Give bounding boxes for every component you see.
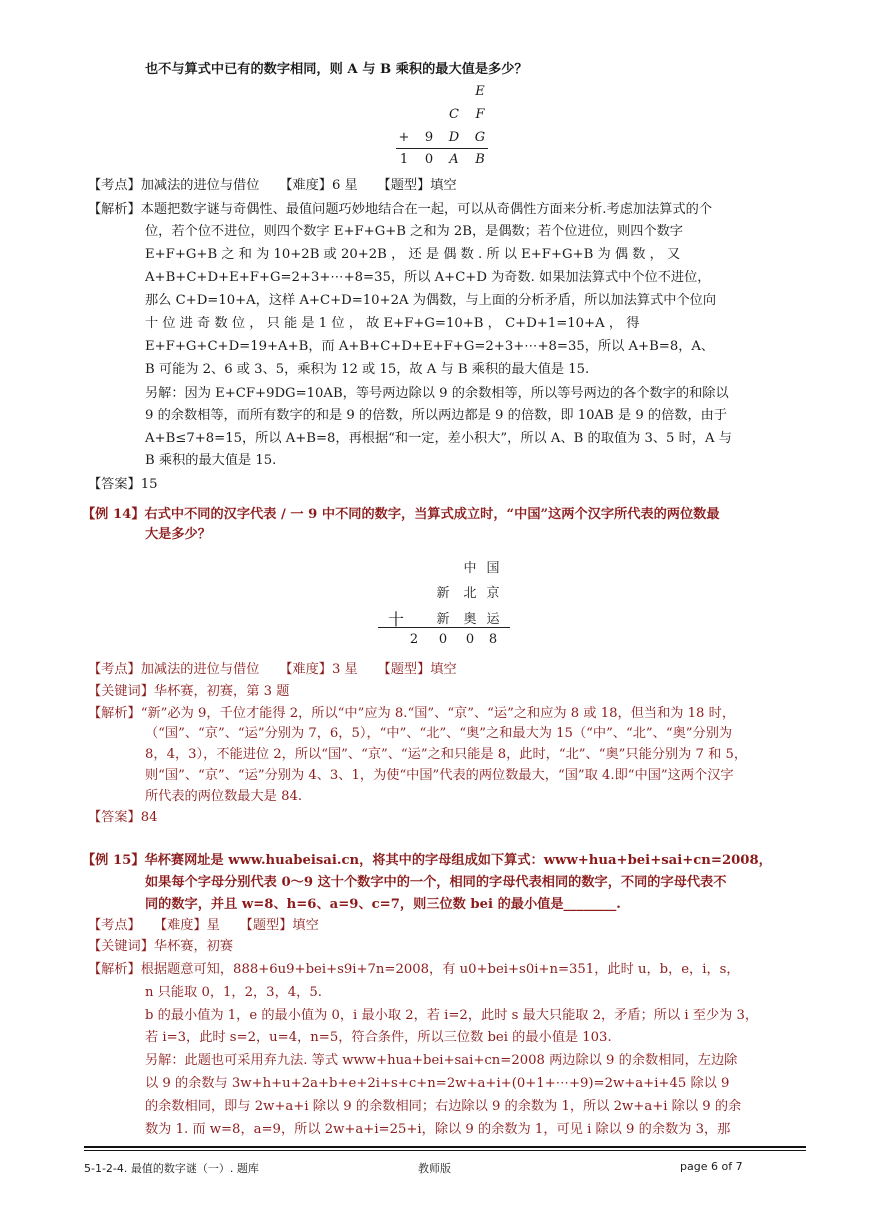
example-15-title-cont: 如果每个字母分别代表 0～9 这十个数字中的一个，相同的字母代表相同的数字，不同的字母代表不 — [145, 875, 727, 890]
kaodian-line: 【考点】加减法的进位与借位 【难度】3 星 【题型】填空 — [88, 662, 457, 677]
puzzle1-digit: G — [474, 130, 486, 145]
alt-solution-line: 以 9 的余数与 3w+h+u+2a+b+e+2i+s+c+n=2w+a+i+(0+1+⋯+9)=2w+a+i+45 除以 9 — [145, 1076, 730, 1091]
puzzle1-digit: 9 — [424, 130, 434, 145]
puzzle2-plus: 十 — [387, 610, 404, 629]
alt-solution-line: B 乘积的最大值是 15. — [145, 453, 277, 468]
puzzle2-char: 运 — [486, 612, 500, 627]
jiexi-line: 则“国”、“京”、“运”分别为 4、3、1，为使“中国”代表的两位数最大，“国”取 4.即“中国”这两个汉字 — [145, 768, 734, 783]
puzzle2-char: 北 — [463, 586, 477, 601]
puzzle2-digit: 2 — [409, 632, 419, 647]
alt-solution-line: 另解：因为 E+CF+9DG=10AB，等号两边除以 9 的余数相等，所以等号两边的各个数字的和除以 — [145, 386, 729, 401]
footer-edition: 教师版 — [418, 1162, 451, 1175]
puzzle2-digit: 0 — [465, 632, 475, 647]
alt-solution-line: 9 的余数相等，而所有数字的和是 9 的倍数，所以两边都是 9 的倍数，即 10AB 是 9 的倍数，由于 — [145, 408, 728, 423]
jiexi-line: A+B+C+D+E+F+G=2+3+⋯+8=35，所以 A+C+D 为奇数. 如果加法算式中个位不进位， — [145, 270, 711, 285]
jiexi-line: E+F+G+B 之 和 为 10+2B 或 20+2B ， 还 是 偶 数 . 所 以 E+F+G+B 为 偶 数 ， 又 — [145, 247, 681, 262]
puzzle1-plus: + — [398, 130, 410, 145]
puzzle2-digit: 8 — [488, 632, 498, 647]
puzzle1-digit: 1 — [399, 152, 409, 167]
answer-line: 【答案】84 — [88, 810, 158, 825]
keywords-line: 【关键词】华杯赛，初赛，第 3 题 — [88, 684, 290, 699]
puzzle1-digit: A — [449, 152, 459, 167]
kaodian-line: 【考点】加减法的进位与借位 【难度】6 星 【题型】填空 — [88, 178, 457, 193]
example-15-title: 【例 15】华杯赛网址是 www.huabeisai.cn，将其中的字母组成如下算式：www+hua+bei+sai+cn=2008， — [82, 853, 772, 868]
puzzle2-digit: 0 — [438, 632, 448, 647]
example-15-title-cont: 同的数字，并且 w=8、h=6、a=9、c=7，则三位数 bei 的最小值是________. — [145, 897, 621, 912]
puzzle2-char: 中 — [463, 561, 477, 576]
puzzle2-char: 新 — [436, 612, 450, 627]
footer-rule — [84, 1146, 806, 1148]
jiexi-line: 若 i=3，此时 s=2，u=4，n=5，符合条件，所以三位数 bei 的最小值是 103. — [145, 1030, 612, 1045]
puzzle2-char: 新 — [436, 586, 450, 601]
jiexi-line: 【解析】本题把数字谜与奇偶性、最值问题巧妙地结合在一起，可以从奇偶性方面来分析.考虑加法算式的个 — [88, 202, 713, 217]
keywords-line: 【关键词】华杯赛，初赛 — [88, 939, 234, 954]
jiexi-line: 【解析】根据题意可知，888+6u9+bei+s9i+7n=2008，有 u0+bei+s0i+n=351，此时 u，b，e，i，s， — [88, 962, 740, 977]
puzzle1-digit: D — [448, 130, 460, 145]
example-14-title-cont: 大是多少？ — [145, 527, 211, 542]
alt-solution-line: 另解：此题也可采用弃九法. 等式 www+hua+bei+sai+cn=2008 两边除以 9 的余数相同，左边除 — [145, 1053, 738, 1068]
jiexi-line: B 可能为 2、6 或 3、5，乘积为 12 或 15，故 A 与 B 乘积的最大值是 15. — [145, 362, 590, 377]
jiexi-line: 十 位 进 奇 数 位 ， 只 能 是 1 位 ， 故 E+F+G=10+B ， C+D+1=10+A ， 得 — [145, 316, 640, 331]
intro-question: 也不与算式中已有的数字相同，则 A 与 B 乘积的最大值是多少？ — [145, 62, 528, 77]
kaodian-line: 【考点】 【难度】星 【题型】填空 — [88, 918, 319, 933]
jiexi-line: 位，若个位不进位，则四个数字 E+F+G+B 之和为 2B，是偶数；若个位进位，则四个数字 — [145, 224, 683, 239]
example-14-title: 【例 14】右式中不同的汉字代表 / 一 9 中不同的数字，当算式成立时，“中国”这两个汉字所代表的两位数最 — [82, 507, 720, 522]
jiexi-line: b 的最小值为 1，e 的最小值为 0，i 最小取 2，若 i=2，此时 s 最大只能取 2，矛盾；所以 i 至少为 3， — [145, 1008, 759, 1023]
puzzle2-char: 奥 — [463, 612, 477, 627]
sum-line — [378, 627, 510, 628]
puzzle1-digit: C — [449, 107, 459, 122]
jiexi-line: 所代表的两位数最大是 84. — [145, 789, 303, 804]
jiexi-line: 那么 C+D=10+A，这样 A+C+D=10+2A 为偶数，与上面的分析矛盾，所以加法算式中个位向 — [145, 293, 717, 308]
jiexi-line: E+F+G+C+D=19+A+B，而 A+B+C+D+E+F+G=2+3+⋯+8=35，所以 A+B=8，A、 — [145, 339, 715, 354]
jiexi-line: n 只能取 0，1，2，3，4，5. — [145, 985, 322, 1000]
puzzle1-digit: F — [475, 107, 485, 122]
alt-solution-line: 数为 1. 而 w=8，a=9，所以 2w+a+i=25+i，除以 9 的余数为 1，可见 i 除以 9 的余数为 3，那 — [145, 1122, 731, 1137]
puzzle1-digit: 0 — [424, 152, 434, 167]
puzzle1-digit: E — [475, 84, 485, 99]
alt-solution-line: A+B≤7+8=15，所以 A+B=8，再根据“和一定，差小积大”，所以 A、B 的取值为 3、5 时，A 与 — [145, 431, 732, 446]
puzzle2-char: 国 — [486, 561, 500, 576]
footer-rule-thin — [84, 1150, 806, 1151]
jiexi-line: 8，4，3），不能进位 2，所以“国”、“京”、“运”之和只能是 8，此时，“北”、“奥”只能分别为 7 和 5， — [145, 747, 748, 762]
alt-solution-line: 的余数相同，即与 2w+a+i 除以 9 的余数相同；右边除以 9 的余数为 1，所以 2w+a+i 除以 9 的余 — [145, 1099, 742, 1114]
answer-line: 【答案】15 — [88, 477, 158, 492]
puzzle1-digit: B — [475, 152, 485, 167]
jiexi-line: 【解析】“新”必为 9，千位才能得 2，所以“中”应为 8.“国”、“京”、“运”之和应为 8 或 18，但当和为 18 时， — [88, 706, 736, 721]
footer-page-number: page 6 of 7 — [680, 1160, 743, 1173]
footer-title: 5-1-2-4. 最值的数字谜（一）. 题库 — [84, 1162, 259, 1175]
puzzle2-char: 京 — [486, 586, 500, 601]
jiexi-line: （“国”、“京”、“运”分别为 7，6，5），“中”、“北”、“奥”之和最大为 15（“中”、“北”、“奥”分别为 — [145, 726, 733, 741]
sum-line — [396, 148, 488, 149]
